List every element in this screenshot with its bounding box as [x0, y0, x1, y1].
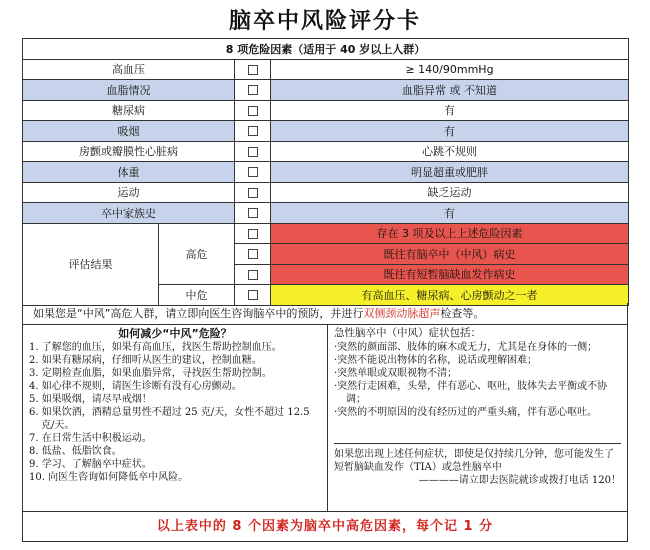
- checkbox[interactable]: [248, 249, 258, 259]
- checkbox[interactable]: [248, 126, 258, 136]
- factor-value: 缺乏运动: [271, 182, 629, 203]
- symptom-item: ·突然单眼或双眼视物不清；: [334, 368, 458, 379]
- reduce-risk-item: 3. 定期检查血脂，如果血脂异常，寻找医生帮助控制。: [29, 368, 272, 379]
- symptom-item: ·突然的不明原因的没有经历过的严重头痛，伴有恶心呕吐。: [334, 407, 598, 418]
- factor-label: 卒中家族史: [23, 203, 235, 224]
- factor-label: 糖尿病: [23, 100, 235, 121]
- reduce-risk-item: 5. 如果吸烟，请尽早戒烟！: [29, 394, 152, 405]
- high-risk-item: 既往有短暂脑缺血发作病史: [271, 264, 629, 285]
- symptoms-title: 急性脑卒中（中风）症状包括：: [334, 327, 481, 339]
- notice-highlight: 双侧颈动脉超声: [363, 307, 441, 320]
- checkbox-cell[interactable]: [235, 203, 271, 224]
- checkbox-cell[interactable]: [235, 121, 271, 142]
- checkbox-cell[interactable]: [235, 59, 271, 80]
- checkbox[interactable]: [248, 208, 258, 218]
- factor-row: [23, 162, 629, 183]
- factor-label: 吸烟: [23, 121, 235, 142]
- checkbox[interactable]: [248, 147, 258, 157]
- factor-row: [23, 141, 629, 162]
- checkbox[interactable]: [248, 167, 258, 177]
- factor-value: 有: [271, 100, 629, 121]
- checkbox-cell[interactable]: [235, 141, 271, 162]
- factor-label: 血脂情况: [23, 80, 235, 101]
- high-risk-label: 高危: [159, 223, 235, 285]
- symptom-item: ·突然的颜面部、肢体的麻木或无力，尤其是在身体的一侧；: [334, 342, 598, 353]
- reduce-risk-item: 7. 在日常生活中积极运动。: [29, 433, 152, 444]
- checkbox[interactable]: [248, 188, 258, 198]
- reduce-risk-item: 9. 学习、了解脑卒中症状。: [29, 459, 152, 470]
- factor-label: 运动: [23, 182, 235, 203]
- factor-rows: [23, 59, 629, 223]
- checkbox[interactable]: [248, 270, 258, 280]
- advice-text: 如果您出现上述任何症状，即使是仅持续几分钟，您可能发生了短暂脑缺血发作（TIA）或急性脑卒中: [334, 449, 614, 473]
- symptoms-panel: [328, 325, 628, 512]
- checkbox[interactable]: [248, 106, 258, 116]
- notice-text-end: 检查等。: [440, 307, 485, 320]
- reduce-risk-list: [29, 341, 321, 484]
- factor-row: [23, 121, 629, 142]
- reduce-risk-item: 2. 如果有糖尿病，仔细听从医生的建议，控制血糖。: [29, 355, 262, 366]
- factor-label: 房颤或瓣膜性心脏病: [23, 141, 235, 162]
- checkbox-cell[interactable]: [235, 182, 271, 203]
- checkbox-cell[interactable]: [235, 264, 271, 285]
- reduce-risk-item: 6. 如果饮酒，酒精总量男性不超过 25 克/天，女性不超过 12.5 克/天。: [29, 407, 310, 431]
- checkbox[interactable]: [248, 65, 258, 75]
- checkbox[interactable]: [248, 229, 258, 239]
- factor-label: 体重: [23, 162, 235, 183]
- factor-row: [23, 59, 629, 80]
- reduce-risk-panel: [22, 325, 328, 512]
- factor-value: 明显超重或肥胖: [271, 162, 629, 183]
- factor-row: [23, 100, 629, 121]
- mid-risk-label: 中危: [159, 285, 235, 306]
- call-text: ————请立即去医院就诊或拨打电话 120！: [418, 475, 621, 486]
- checkbox-cell[interactable]: [235, 244, 271, 265]
- high-risk-item: 存在 3 项及以上上述危险因素: [271, 223, 629, 244]
- factor-value: 有: [271, 203, 629, 224]
- factor-row: [23, 80, 629, 101]
- mid-risk-item: 有高血压、糖尿病、心房颤动之一者: [271, 285, 629, 306]
- checkbox[interactable]: [248, 85, 258, 95]
- reduce-risk-item: 1. 了解您的血压，如果有高血压，找医生帮助控制血压。: [29, 342, 282, 353]
- symptoms-list: [334, 341, 621, 419]
- reduce-risk-item: 4. 如心律不规则，请医生诊断有没有心房颤动。: [29, 381, 242, 392]
- checkbox[interactable]: [248, 290, 258, 300]
- reduce-risk-title: 如何减少“中风”危险？: [118, 327, 232, 340]
- factor-row: [23, 182, 629, 203]
- factor-label: 高血压: [23, 59, 235, 80]
- high-risk-item: 既往有脑卒中（中风）病史: [271, 244, 629, 265]
- reduce-risk-item: 10. 向医生咨询如何降低卒中风险。: [29, 472, 189, 483]
- factor-value: 心跳不规则: [271, 141, 629, 162]
- checkbox-cell[interactable]: [235, 162, 271, 183]
- table-subheading: 8 项危险因素（适用于 40 岁以上人群）: [23, 39, 629, 60]
- page-title: 脑卒中风险评分卡: [228, 9, 421, 34]
- factor-value: ≥ 140/90mmHg: [271, 59, 629, 80]
- symptom-item: ·突然行走困难，头晕，伴有恶心、呕吐，肢体失去平衡或不协调；: [334, 381, 608, 405]
- checkbox-cell[interactable]: [235, 100, 271, 121]
- reduce-risk-item: 8. 低盐、低脂饮食。: [29, 446, 122, 457]
- evaluation-label: 评估结果: [23, 223, 159, 305]
- advice-box: [334, 443, 621, 487]
- factor-row: [23, 203, 629, 224]
- risk-score-table: [22, 38, 629, 306]
- factor-value: 血脂异常 或 不知道: [271, 80, 629, 101]
- checkbox-cell[interactable]: [235, 223, 271, 244]
- checkbox-cell[interactable]: [235, 285, 271, 306]
- notice-text: 如果您是“中风”高危人群，请立即向医生咨询脑卒中的预防，并进行: [33, 307, 364, 320]
- footer-note: 以上表中的 8 个因素为脑卒中高危因素，每个记 1 分: [22, 512, 628, 542]
- symptom-item: ·突然不能说出物体的名称，说话或理解困难；: [334, 355, 538, 366]
- notice-line: [22, 303, 628, 325]
- checkbox-cell[interactable]: [235, 80, 271, 101]
- factor-value: 有: [271, 121, 629, 142]
